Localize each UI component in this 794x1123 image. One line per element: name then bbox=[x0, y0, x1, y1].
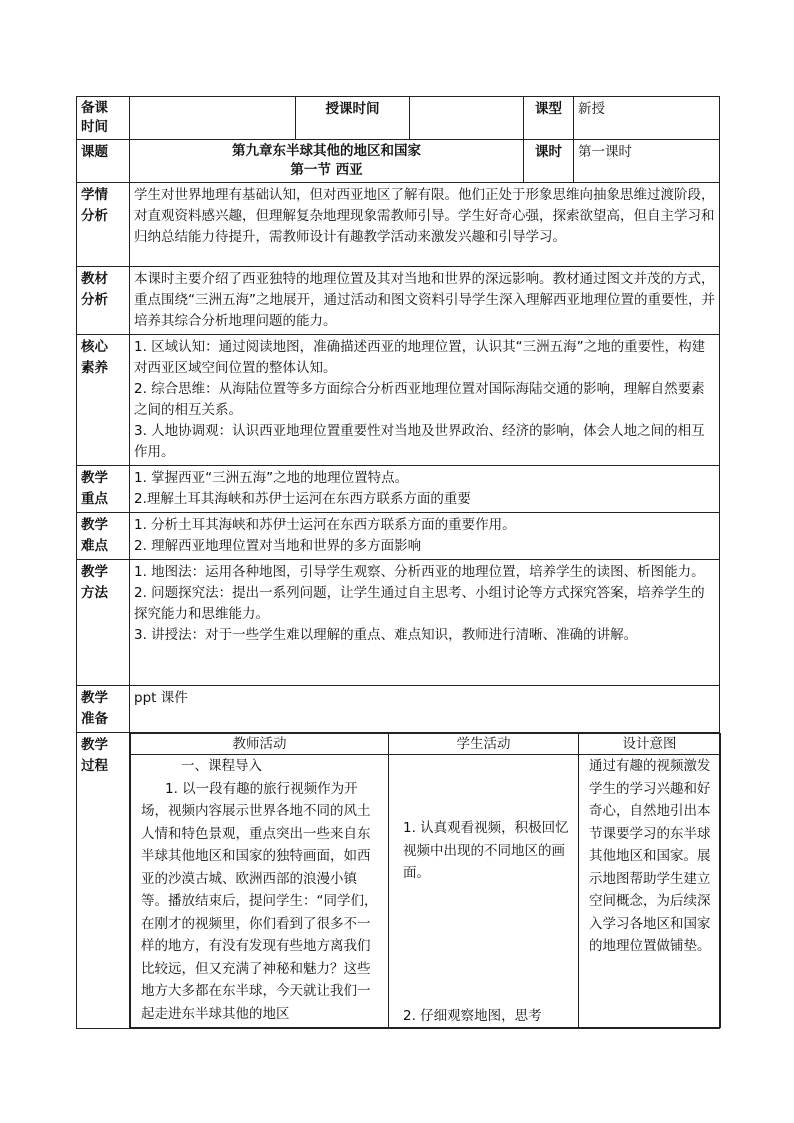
student-activity-text bbox=[389, 755, 579, 1028]
topic-label: 课题 bbox=[77, 140, 130, 183]
key-point-item: 1. 掌握西亚“三洲五海”之地的地理位置特点。 bbox=[134, 470, 409, 486]
core-literacy-text bbox=[130, 335, 720, 466]
prep-time-value bbox=[130, 97, 296, 140]
student-activity-header: 学生活动 bbox=[389, 734, 579, 755]
teaching-prep-label: 教学 准备 bbox=[77, 686, 130, 733]
period-label: 课时 bbox=[524, 140, 574, 183]
prep-time-label: 备课 时间 bbox=[77, 97, 130, 140]
student-activity-item: 1. 认真观看视频，积极回忆视频中出现的不同地区的画面。 bbox=[403, 820, 569, 881]
teaching-method-label: 教学 方法 bbox=[77, 560, 130, 686]
key-points-label: 教学 重点 bbox=[77, 466, 130, 513]
literacy-item: 3. 人地协调观：认识西亚地理位置重要性对当地及世界政治、经济的影响，体会人地之间的相互作用。 bbox=[134, 423, 705, 460]
lesson-type-label: 课型 bbox=[524, 97, 574, 140]
material-analysis-text: 本课时主要介绍了西亚独特的地理位置及其对当地和世界的深远影响。教材通过图文并茂的方式，重点围绕“三洲五海”之地展开，通过活动和图文资料引导学生深入理解西亚地理位置的重要性，并培养其综合分析地理问题的能力。 bbox=[130, 267, 720, 335]
difficult-points-label: 教学 难点 bbox=[77, 513, 130, 560]
teaching-prep-text: ppt 课件 bbox=[130, 686, 720, 733]
key-point-item: 2.理解土耳其海峡和苏伊士运河在东西方联系方面的重要 bbox=[134, 491, 471, 507]
literacy-item: 1. 区域认知：通过阅读地图，准确描述西亚的地理位置，认识其“三洲五海”之地的重要性，构建对西亚区域空间位置的整体认知。 bbox=[134, 339, 706, 376]
teach-time-value bbox=[410, 97, 524, 140]
period-value: 第一课时 bbox=[574, 140, 720, 183]
student-activity-item: 2. 仔细观察地图，思考 bbox=[403, 1007, 542, 1024]
teacher-activity-text bbox=[131, 755, 389, 1028]
literacy-item: 2. 综合思维：从海陆位置等多方面综合分析西亚地理位置对国际海陆交通的影响，理解自然要素之间的相互关系。 bbox=[134, 381, 705, 418]
section-title: 第一节 西亚 bbox=[290, 162, 363, 178]
method-item: 2. 问题探究法：提出一系列问题，让学生通过自主思考、小组讨论等方式探究答案，培养学生的探究能力和思维能力。 bbox=[134, 585, 705, 622]
teacher-activity-heading: 一、课程导入 bbox=[181, 758, 262, 774]
teaching-process-label: 教学 过程 bbox=[77, 733, 130, 1029]
teaching-method-text bbox=[130, 560, 720, 686]
process-grid bbox=[130, 733, 721, 1028]
learner-analysis-text: 学生对世界地理有基础认知，但对西亚地区了解有限。他们正处于形象思维向抽象思维过渡阶段，对直观资料感兴趣，但理解复杂地理现象需教师引导。学生好奇心强，探索欲望高，但自主学习和归纳总结能力待提升，需教师设计有趣教学活动来激发兴趣和引导学习。 bbox=[130, 183, 720, 267]
topic-cell bbox=[130, 140, 524, 183]
method-item: 3. 讲授法：对于一些学生难以理解的重点、难点知识，教师进行清晰、准确的讲解。 bbox=[134, 627, 638, 643]
method-item: 1. 地图法：运用各种地图，引导学生观察、分析西亚的地理位置，培养学生的读图、析图能力。 bbox=[134, 564, 705, 580]
teacher-activity-paragraph: 1. 以一段有趣的旅行视频作为开场，视频内容展示世界各地不同的风土人情和特色景观，重点突出一些来自东半球其他地区和国家的独特画面，如西亚的沙漠古城、欧洲西部的浪漫小镇等。播放结束后，提问学生：“同学们，在刚才的视频里，你们看到了很多不一样的地方，有没有发现有些地方离我们比较远，但又充满了神秘和魅力？这些地方大多都在东半球，今天就让我们一起走进东半球其他的地区 bbox=[141, 780, 378, 1022]
difficult-points-text bbox=[130, 513, 720, 560]
process-cell bbox=[130, 733, 720, 1029]
learner-analysis-label: 学情 分析 bbox=[77, 183, 130, 267]
lesson-plan-table bbox=[76, 96, 720, 1029]
lesson-type-value: 新授 bbox=[574, 97, 720, 140]
teach-time-label: 授课时间 bbox=[296, 97, 410, 140]
design-intent-text: 通过有趣的视频激发学生的学习兴趣和好奇心，自然地引出本节课要学习的东半球其他地区和国家。展示地图帮助学生建立空间概念，为后续深入学习各地区和国家的地理位置做铺垫。 bbox=[579, 755, 721, 1028]
chapter-title: 第九章东半球其他的地区和国家 bbox=[232, 143, 421, 159]
core-literacy-label: 核心 素养 bbox=[77, 335, 130, 466]
key-points-text bbox=[130, 466, 720, 513]
material-analysis-label: 教材 分析 bbox=[77, 267, 130, 335]
design-intent-header: 设计意图 bbox=[579, 734, 721, 755]
difficult-item: 2. 理解西亚地理位置对当地和世界的多方面影响 bbox=[134, 538, 422, 554]
difficult-item: 1. 分析土耳其海峡和苏伊士运河在东西方联系方面的重要作用。 bbox=[134, 517, 516, 533]
teacher-activity-header: 教师活动 bbox=[131, 734, 389, 755]
